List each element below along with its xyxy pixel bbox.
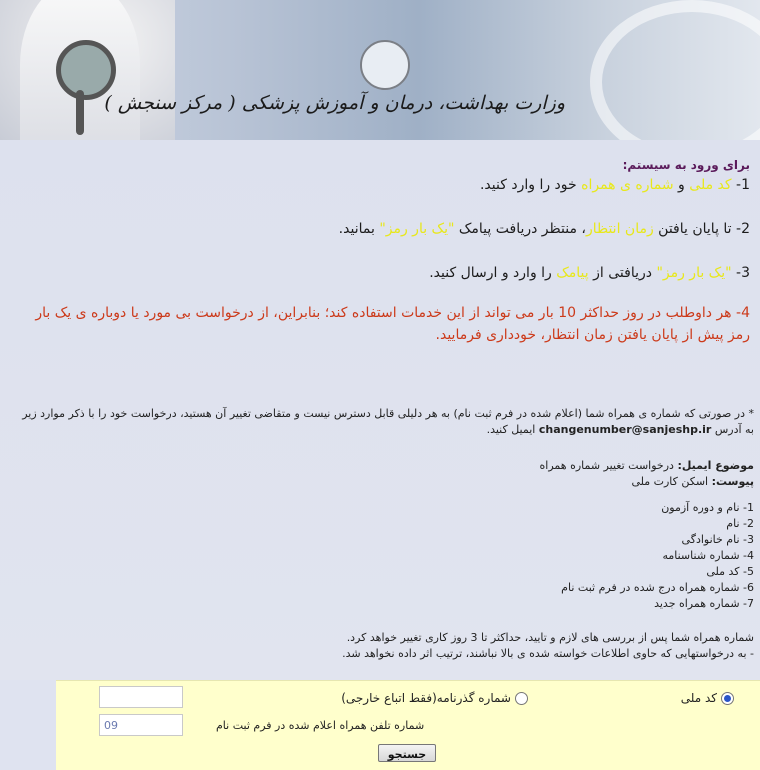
step-1 <box>10 176 750 194</box>
step-text: 2- تا پایان یافتن <box>653 221 750 237</box>
support-email: changenumber@sanjeshp.ir <box>538 423 712 436</box>
phone-label: شماره تلفن همراه اعلام شده در فرم ثبت نام <box>216 719 425 732</box>
subject-value: درخواست تغییر شماره همراه <box>539 459 678 472</box>
step-highlight: شماره ی همراه <box>581 177 674 193</box>
step-highlight: کد ملی <box>689 177 732 193</box>
list-item: 2- نام <box>726 517 754 530</box>
list-item: 3- نام خانوادگی <box>681 533 754 546</box>
iran-emblem-icon <box>360 40 410 90</box>
list-item: 1- نام و دوره آزمون <box>661 501 754 514</box>
list-item: 6- شماره همراه درج شده در فرم ثبت نام <box>561 581 754 594</box>
stethoscope-icon <box>56 40 116 100</box>
step-text: و <box>673 177 690 193</box>
phone-input[interactable] <box>99 714 183 736</box>
ministry-title: وزارت بهداشت، درمان و آموزش پزشکی ( مرکز سنجش ) <box>104 92 565 114</box>
id-input[interactable] <box>99 686 183 708</box>
list-item: 7- شماره همراه جدید <box>654 597 754 610</box>
step-text: بمانید. <box>338 221 380 237</box>
step-4-warning: 4- هر داوطلب در روز حداکثر 10 بار می تواند از این خدمات استفاده کند؛ بنابراین، از درخواست بی مورد یا دوباره ی یک بار رمز پیش از پایان یافتن زمان انتظار، خودداری فرمایید. <box>35 305 750 343</box>
radio-national-id[interactable] <box>681 691 734 705</box>
stethoscope-tube <box>76 90 84 135</box>
attachment-label: پیوست: <box>711 475 754 488</box>
step-text: دریافتی از <box>588 265 657 281</box>
list-item: 5- کد ملی <box>706 565 754 578</box>
step-highlight: "یک بار رمز" <box>656 265 732 281</box>
email-subject <box>10 458 754 474</box>
step-text: 1- <box>731 177 750 193</box>
footnote-line: شماره همراه شما پس از بررسی های لازم و تایید، حداکثر تا 3 روز کاری تغییر خواهد کرد. <box>346 631 754 644</box>
search-button[interactable]: جستجو <box>378 744 436 762</box>
step-text: 3- <box>731 265 750 281</box>
footnotes <box>10 630 754 662</box>
doctor-image <box>0 0 175 140</box>
step-text: خود را وارد کنید. <box>479 177 582 193</box>
step-highlight: پیامک <box>556 265 589 281</box>
header-banner <box>0 0 760 140</box>
change-number-note <box>10 406 754 438</box>
list-item: 4- شماره شناسنامه <box>662 549 754 562</box>
email-attachment <box>10 474 754 490</box>
step-text: را وارد و ارسال کنید. <box>429 265 557 281</box>
login-heading: برای ورود به سیستم: <box>622 158 750 172</box>
attachment-value: اسکن کارت ملی <box>631 475 712 488</box>
step-highlight: "یک بار رمز" <box>379 221 455 237</box>
step-2 <box>10 220 750 238</box>
radio-dot-icon[interactable] <box>721 692 734 705</box>
surgical-lamp-image <box>590 0 760 140</box>
instructions-panel <box>0 140 760 680</box>
email-details <box>10 458 754 490</box>
radio-label: کد ملی <box>680 691 717 705</box>
note-text: * در صورتی که شماره ی همراه شما (اعلام شده در فرم ثبت نام) به هر دلیلی قابل دسترس نیست و متقاضی تغییر آن هستید، درخواست خود را با ذکر موارد زیر به آدرس <box>22 407 754 436</box>
search-form <box>56 680 760 770</box>
step-3 <box>10 264 750 282</box>
note-text: ایمیل کنید. <box>486 423 539 436</box>
radio-dot-icon[interactable] <box>515 692 528 705</box>
radio-passport[interactable] <box>341 691 528 705</box>
radio-label: شماره گذرنامه(فقط اتباع خارجی) <box>341 691 511 705</box>
subject-label: موضوع ایمیل: <box>677 459 754 472</box>
footnote-line: - به درخواستهایی که حاوی اطلاعات خواسته شده ی بالا نباشند، ترتیب اثر داده نخواهد شد. <box>342 647 754 660</box>
step-text: ، منتظر دریافت پیامک <box>454 221 586 237</box>
step-highlight: زمان انتظار <box>585 221 654 237</box>
required-items-list <box>10 500 754 612</box>
